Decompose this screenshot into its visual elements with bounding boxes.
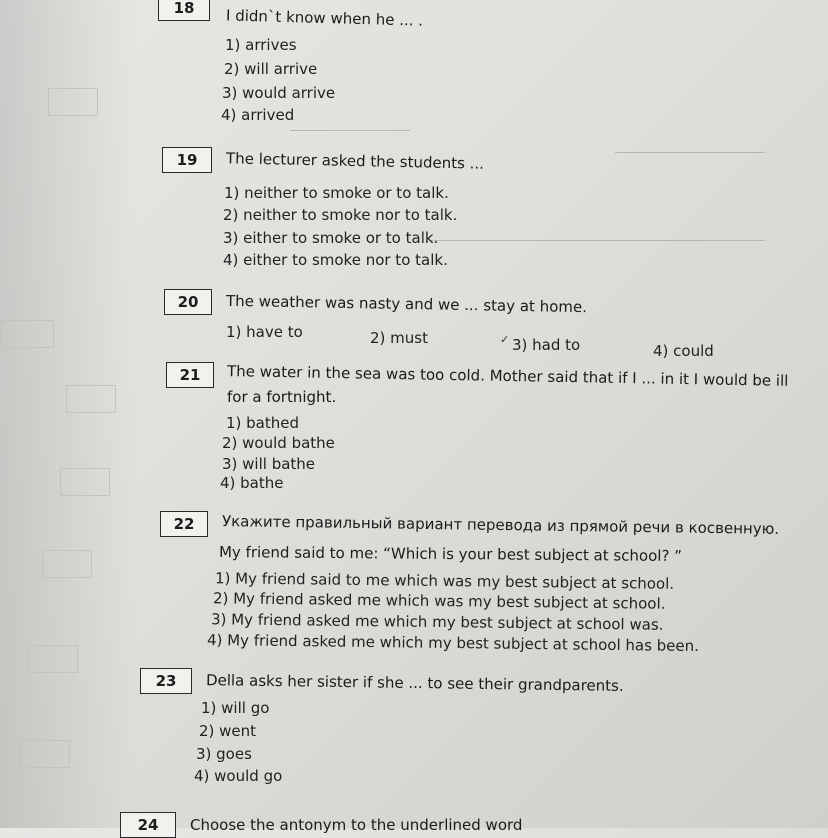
question-22-stem: Укажите правильный вариант перевода из прямой речи в косвенную. [221,512,780,538]
option-4[interactable]: 4) arrived [221,106,295,124]
margin-answer-box [20,740,70,768]
question-number-box: 21 [166,362,214,388]
option-2[interactable]: 2) must [370,329,428,347]
question-20-stem: The weather was nasty and we ... stay at home. [225,291,588,317]
option-1[interactable]: 1) have to [226,323,303,341]
option-4[interactable]: 4) bathe [220,474,284,492]
question-number-box: 18 [158,0,210,21]
margin-answer-box [66,385,116,413]
option-1[interactable]: 1) neither to smoke or to talk. [224,184,449,202]
option-2[interactable]: 2) neither to smoke nor to talk. [223,206,458,224]
margin-answer-box [28,645,78,673]
margin-answer-box [0,320,54,348]
option-3[interactable]: 3) either to smoke or to talk. [223,229,439,247]
option-3[interactable]: 3) had to [512,336,581,354]
question-23-stem: Della asks her sister if she ... to see their grandparents. [205,671,624,695]
margin-answer-box [60,468,110,496]
question-24-stem: Choose the antonym to the underlined word [190,816,523,834]
check-mark: ✓ [500,333,510,346]
question-number-box: 20 [164,289,212,315]
option-4[interactable]: 4) could [653,342,714,360]
question-18-stem: I didn`t know when he ... . [225,6,424,30]
answer-line [430,240,765,241]
option-2[interactable]: 2) went [199,722,257,740]
option-1[interactable]: 1) arrives [225,36,297,54]
answer-line [290,130,410,131]
option-2[interactable]: 2) My friend asked me which was my best subject at school. [212,589,666,613]
margin-answer-box [42,550,92,578]
answer-line [615,152,765,153]
question-number-box: 24 [120,812,176,838]
question-21-stem: The water in the sea was too cold. Mother said that if I ... in it I would be ill [226,362,789,390]
option-3[interactable]: 3) would arrive [222,84,336,102]
option-1[interactable]: 1) will go [201,699,270,717]
question-21-stem-cont: for a fortnight. [227,388,337,406]
option-1[interactable]: 1) My friend said to me which was my best subject at school. [214,569,675,593]
option-2[interactable]: 2) would bathe [222,434,335,452]
question-number-box: 22 [160,511,208,537]
option-3[interactable]: 3) will bathe [222,455,316,473]
option-3[interactable]: 3) goes [196,745,252,763]
option-3[interactable]: 3) My friend asked me which my best subject at school was. [210,610,664,634]
question-19-stem: The lecturer asked the students ... [225,149,485,173]
option-4[interactable]: 4) My friend asked me which my best subject at school has been. [206,630,700,656]
page-shadow [0,0,135,828]
option-4[interactable]: 4) would go [194,767,283,785]
question-number-box: 19 [162,147,212,173]
margin-answer-box [48,88,98,116]
question-number-box: 23 [140,668,192,694]
option-1[interactable]: 1) bathed [226,414,300,432]
question-22-quote: My friend said to me: “Which is your best subject at school? ” [218,542,683,566]
option-2[interactable]: 2) will arrive [224,60,318,78]
option-4[interactable]: 4) either to smoke nor to talk. [223,251,448,269]
